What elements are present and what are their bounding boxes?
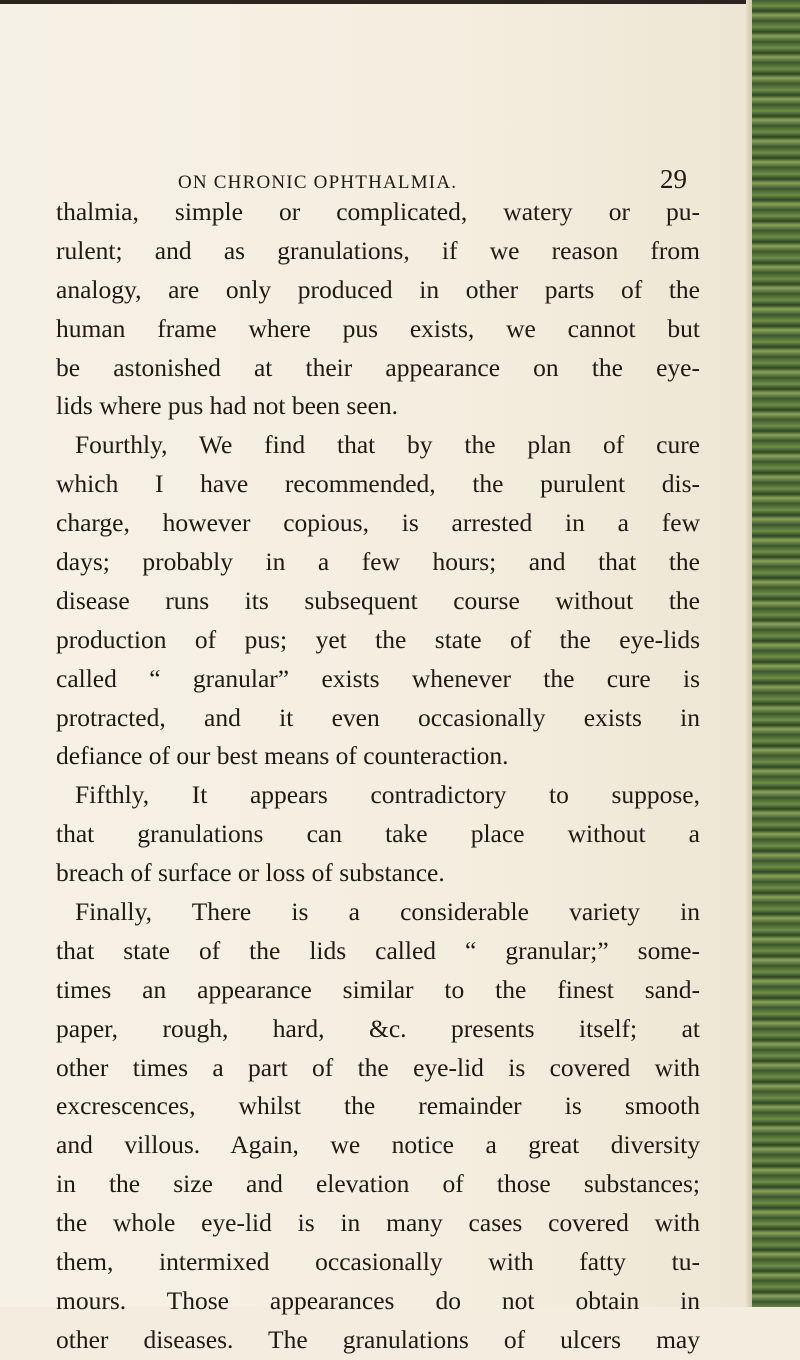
text-line: lids where pus had not been seen. <box>56 391 399 421</box>
text-line: analogy, are only produced in other parts of the <box>56 274 700 304</box>
text-line: Fourthly, We find that by the plan of cure <box>75 430 700 460</box>
text-line: paper, rough, hard, &c. presents itself; at <box>56 1013 700 1043</box>
page-top-edge <box>0 0 760 4</box>
text-line: other times a part of the eye-lid is covered with <box>56 1052 700 1082</box>
text-line: Finally, There is a considerable variety in <box>75 897 700 927</box>
text-line: be astonished at their appearance on the eye- <box>56 352 700 382</box>
text-line: that granulations can take place without a <box>56 819 700 849</box>
running-head: ON CHRONIC OPHTHALMIA. <box>178 172 458 193</box>
text-line: in the size and elevation of those substances; <box>56 1169 700 1199</box>
text-line: them, intermixed occasionally with fatty tu- <box>56 1247 700 1277</box>
text-line: charge, however copious, is arrested in a few <box>56 508 700 538</box>
text-line: Fifthly, It appears contradictory to suppose, <box>75 780 700 810</box>
text-line: breach of surface or loss of substance. <box>56 858 445 888</box>
body-text <box>56 193 700 1360</box>
text-line: that state of the lids called “ granular;” some- <box>56 935 700 965</box>
page-number: 29 <box>660 164 687 194</box>
text-line: and villous. Again, we notice a great diversity <box>56 1130 700 1160</box>
text-line: thalmia, simple or complicated, watery or pu- <box>56 197 700 226</box>
text-line: protracted, and it even occasionally exists in <box>56 702 700 732</box>
text-line: disease runs its subsequent course without the <box>56 585 700 615</box>
text-line: defiance of our best means of counteraction. <box>56 741 509 771</box>
text-line: human frame where pus exists, we cannot but <box>56 313 700 343</box>
text-line: which I have recommended, the purulent dis- <box>56 469 700 499</box>
text-line: production of pus; yet the state of the eye-lids <box>56 624 700 654</box>
text-line: the whole eye-lid is in many cases covered with <box>56 1208 700 1238</box>
text-line: other diseases. The granulations of ulcers may <box>56 1324 700 1354</box>
text-line: days; probably in a few hours; and that the <box>56 547 700 577</box>
book-binding <box>752 0 800 1307</box>
text-line: rulent; and as granulations, if we reason from <box>56 235 700 265</box>
text-line: times an appearance similar to the finest sand- <box>56 974 700 1004</box>
text-line: called “ granular” exists whenever the cure is <box>56 663 700 693</box>
text-line: excrescences, whilst the remainder is smooth <box>56 1091 700 1121</box>
text-line: mours. Those appearances do not obtain in <box>56 1285 700 1315</box>
